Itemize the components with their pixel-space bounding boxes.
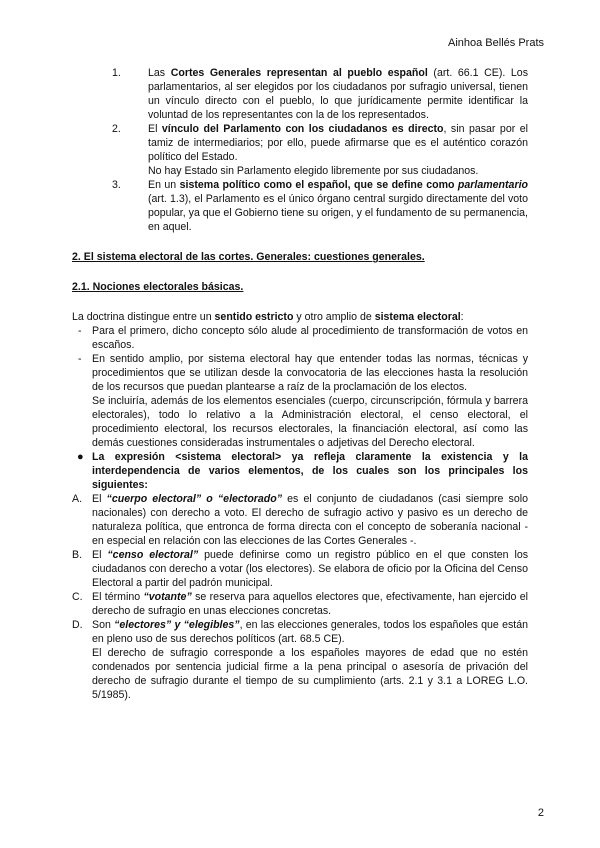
bold-italic-text: “votante” — [143, 591, 192, 603]
text: (art. 1.3), el Parlamento es el único órgano central surgido directamente del voto popular, ya que el Gobierno tiene su origen, y el fundamento de su permanencia, en aquel. — [148, 193, 528, 233]
text: El — [148, 123, 162, 135]
subsection-heading: 2.1. Nociones electorales básicas. — [72, 281, 244, 293]
numbered-list — [72, 66, 528, 234]
text: El — [92, 493, 107, 505]
page-number: 2 — [537, 807, 544, 819]
text: El término — [92, 591, 144, 603]
text: , sin pasar por el tamiz de intermediarios; por ello, puede afirmarse que es el auténtico corazón político del Estado. — [148, 123, 528, 163]
text: es el conjunto de ciudadanos (casi siempre solo nacionales) con derecho a voto. El derecho de sufragio activo y pasivo es un derecho de naturaleza política, que entronca de forma directa con el concepto de soberanía nacional - en especial en relación con las elecciones de las Cortes Generales -. — [92, 493, 528, 547]
text: El derecho de sufragio corresponde a los españoles mayores de edad que no estén condenados por sentencia judicial firme a la pena principal o asesoría de privación del derecho de sufragio durante el tiempo de su cumplimiento (arts. 2.1 y 3.1 a LOREG L.O. 5/1985). — [92, 647, 528, 701]
list-number: 1. — [112, 67, 121, 79]
bold-text: sistema electoral — [374, 311, 461, 323]
lettered-list-item — [72, 590, 528, 618]
list-item — [72, 66, 528, 122]
bullet-icon: ● — [77, 451, 84, 463]
bold-text: La expresión <sistema electoral> ya refleja claramente la existencia y la interdependencia de varios elementos, de los cuales son los principales los siguientes: — [92, 451, 528, 491]
bold-text: Cortes Generales representan al pueblo español — [170, 67, 428, 79]
bullet-list-item — [72, 450, 528, 492]
list-letter: A. — [72, 493, 83, 505]
text: En sentido amplio, por sistema electoral hay que entender todas las normas, técnicas y procedimientos que se utilizan desde la convocatoria de las elecciones hasta la resolución de los recursos que puedan plantearse a raíz de la proclamación de los electos. — [92, 353, 528, 393]
text: puede definirse como un registro público en el que consten los ciudadanos con derecho a votar (los electores). Se elabora de oficio por la Oficina del Censo Electoral a partir del padrón municipal. — [92, 549, 529, 589]
text: Son — [92, 619, 115, 631]
lettered-list-item — [72, 548, 528, 590]
text: El — [92, 549, 108, 561]
text: , en las elecciones generales, todos los españoles que están en pleno uso de sus derechos políticos (art. 68.5 CE). — [92, 619, 528, 645]
text: (art. 66.1 CE). Los parlamentarios, al ser elegidos por los ciudadanos por sufragio universal, tienen un vínculo directo con el pueblo, lo que jurídicamente permite identificar la voluntad de los representantes con la de los representados. — [148, 67, 528, 121]
text: Se incluiría, además de los elementos esenciales (cuerpo, circunscripción, fórmula y barrera electorales), todo lo relativo a la Administración electoral, el censo electoral, el procedimiento electoral, los recursos electorales, la financiación electoral, así como las demás cuestiones consideradas instrumentales o adjetivas del Derecho electoral. — [92, 395, 528, 449]
list-item — [72, 122, 528, 178]
header-author: Ainhoa Bellés Prats — [448, 37, 544, 49]
text: Las — [148, 67, 171, 79]
text: Para el primero, dicho concepto sólo alude al procedimiento de transformación de votos en escaños. — [92, 325, 528, 351]
list-item — [72, 178, 528, 234]
text: se reserva para aquellos electores que, efectivamente, han ejercido el derecho de sufragio en unas elecciones concretas. — [92, 591, 528, 617]
page-content — [72, 66, 528, 702]
text: y otro amplio de — [293, 311, 375, 323]
list-letter: B. — [72, 549, 83, 561]
list-number: 3. — [112, 179, 121, 191]
bold-text: vínculo del Parlamento con los ciudadanos es directo — [161, 123, 444, 135]
bold-italic-text: “cuerpo electoral” o “electorado” — [106, 493, 283, 505]
list-letter: C. — [72, 591, 83, 603]
bold-text: sistema político como el español, que se define como — [179, 179, 458, 191]
bold-italic-text: parlamentario — [457, 179, 528, 191]
text: En un — [148, 179, 180, 191]
intro-paragraph — [72, 310, 528, 324]
text: No hay Estado sin Parlamento elegido libremente por sus ciudadanos. — [148, 165, 479, 177]
text: La doctrina distingue entre un — [72, 311, 215, 323]
dash-list-item — [72, 324, 528, 352]
bold-italic-text: “electores” y “elegibles” — [114, 619, 240, 631]
lettered-list-item — [72, 492, 528, 548]
list-letter: D. — [72, 619, 83, 631]
bold-italic-text: “censo electoral” — [107, 549, 199, 561]
dash-marker: - — [78, 325, 82, 337]
text: : — [460, 311, 464, 323]
dash-marker: - — [78, 353, 82, 365]
dash-list-item — [72, 352, 528, 450]
lettered-list-item — [72, 618, 528, 702]
section-heading: 2. El sistema electoral de las cortes. Generales: cuestiones generales. — [72, 251, 425, 263]
bold-text: sentido estricto — [214, 311, 294, 323]
list-number: 2. — [112, 123, 121, 135]
